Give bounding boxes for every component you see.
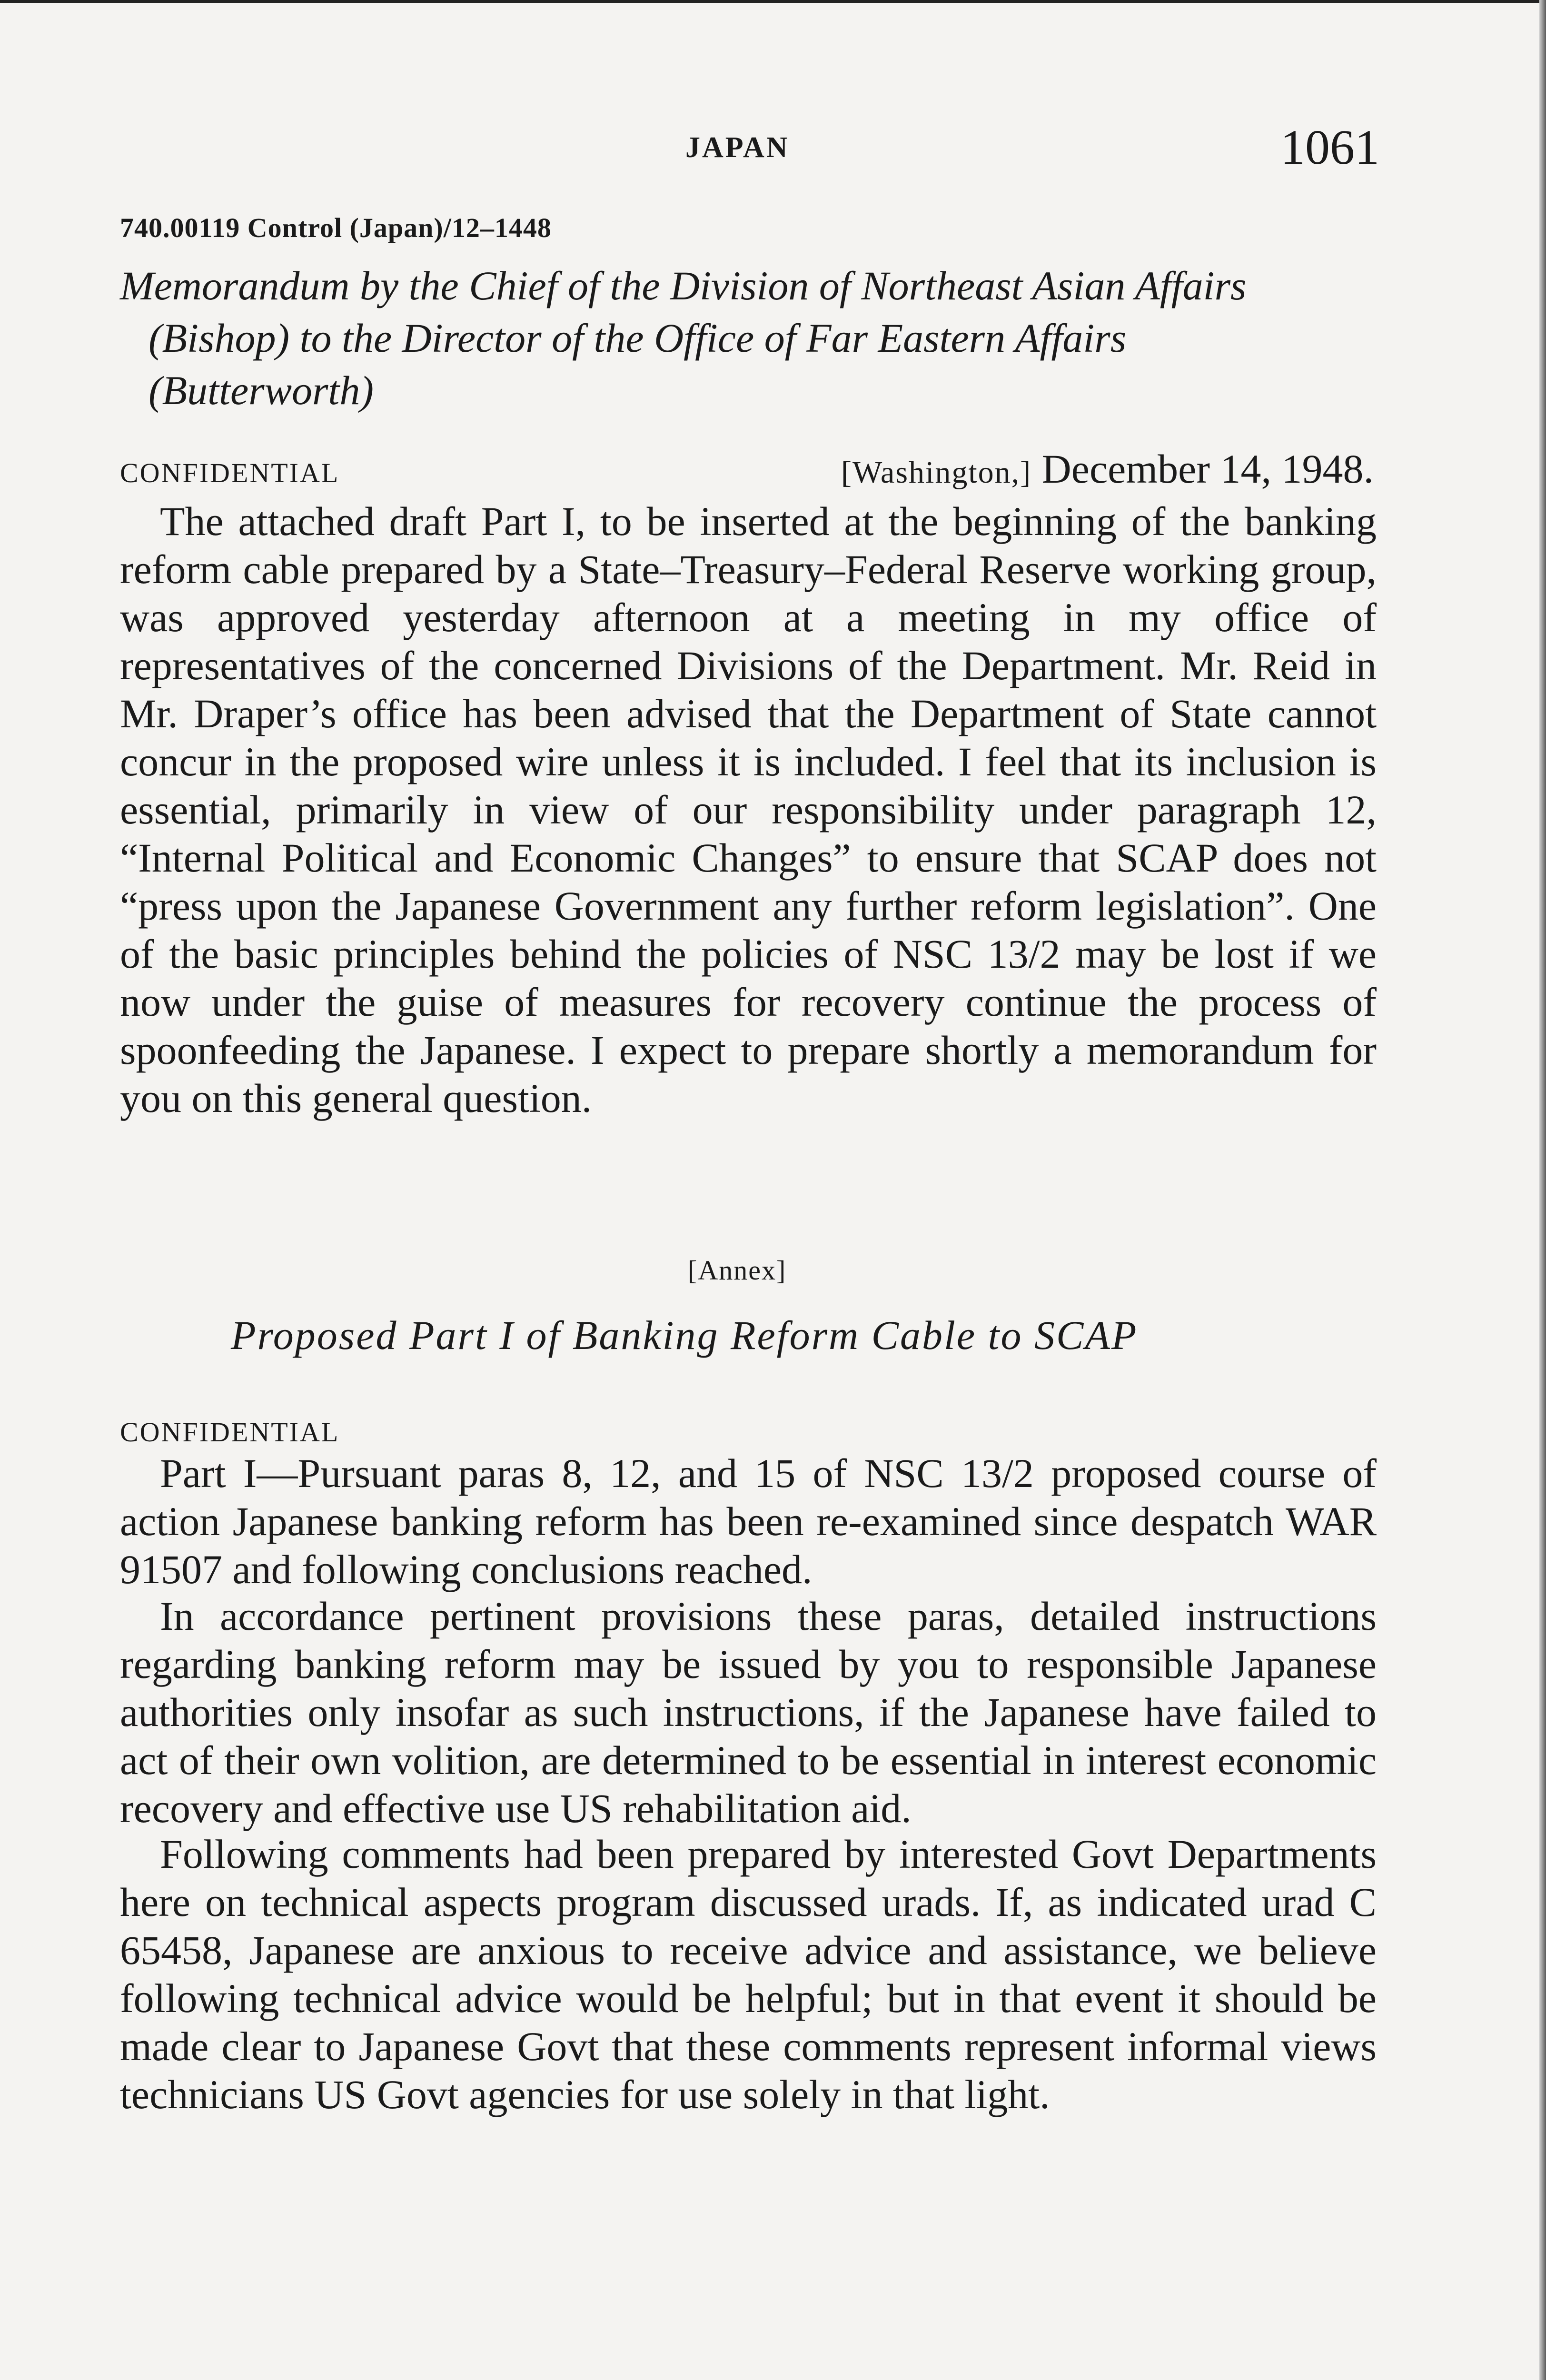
page-number: 1061 [1280, 120, 1379, 175]
classification-label: CONFIDENTIAL [120, 457, 340, 488]
annex-title: Proposed Part I of Banking Reform Cable to SCAP [231, 1312, 1138, 1358]
annex-paragraph-1: Part I—Pursuant paras 8, 12, and 15 of NSC 13/2 proposed course of action Japanese banking reform has been re-examined since despatch WAR 91507 and following conclusions reached. [120, 1450, 1377, 1592]
running-head: JAPAN [685, 131, 790, 164]
title-line-2: (Bishop) to the Director of the Office of Far Eastern Affairs [149, 315, 1127, 361]
dateline-place: [Washington,] [841, 455, 1032, 490]
annex-label: [Annex] [688, 1255, 787, 1286]
document-title [120, 259, 1377, 416]
top-scan-border [0, 0, 1546, 3]
title-line-1: Memorandum by the Chief of the Division of Northeast Asian Affairs [120, 263, 1247, 308]
memo-paragraph: The attached draft Part I, to be inserted at the beginning of the banking reform cable prepared by a State–Treasury–Federal Reserve working group, was approved yesterday afternoon at a meeting in my office of representatives of the concerned Divisions of the Department. Mr. Reid in Mr. Draper’s office has been advised that the Department of State cannot concur in the proposed wire unless it is included. I feel that its inclusion is essential, primarily in view of our responsibility under paragraph 12, “Internal Political and Economic Changes” to ensure that SCAP does not “press upon the Japanese Government any further reform legislation”. One of the basic principles behind the policies of NSC 13/2 may be lost if we now under the guise of measures for recovery continue the process of spoonfeeding the Japanese. I expect to prepare shortly a memorandum for you on this general question. [120, 498, 1377, 1121]
file-number: 740.00119 Control (Japan)/12–1448 [120, 212, 552, 243]
annex-classification-label: CONFIDENTIAL [120, 1417, 340, 1448]
title-line-3: (Butterworth) [149, 367, 374, 413]
right-scan-edge [1539, 0, 1546, 2380]
annex-paragraph-2: In accordance pertinent provisions these paras, detailed instructions regarding banking reform may be issued by you to responsible Japanese authorities only insofar as such instructions, if the Japanese have failed to act of their own volition, are determined to be essential in interest economic recovery and effective use US rehabilitation aid. [120, 1593, 1377, 1831]
dateline-date: December 14, 1948. [1041, 446, 1374, 492]
annex-paragraph-3: Following comments had been prepared by interested Govt Departments here on technical aspects program discussed urads. If, as indicated urad C 65458, Japanese are anxious to receive advice and assistance, we believe following technical advice would be helpful; but in that event it should be made clear to Japanese Govt that these comments represent informal views technicians US Govt agencies for use solely in that light. [120, 1831, 1377, 2117]
dateline [841, 445, 1374, 493]
